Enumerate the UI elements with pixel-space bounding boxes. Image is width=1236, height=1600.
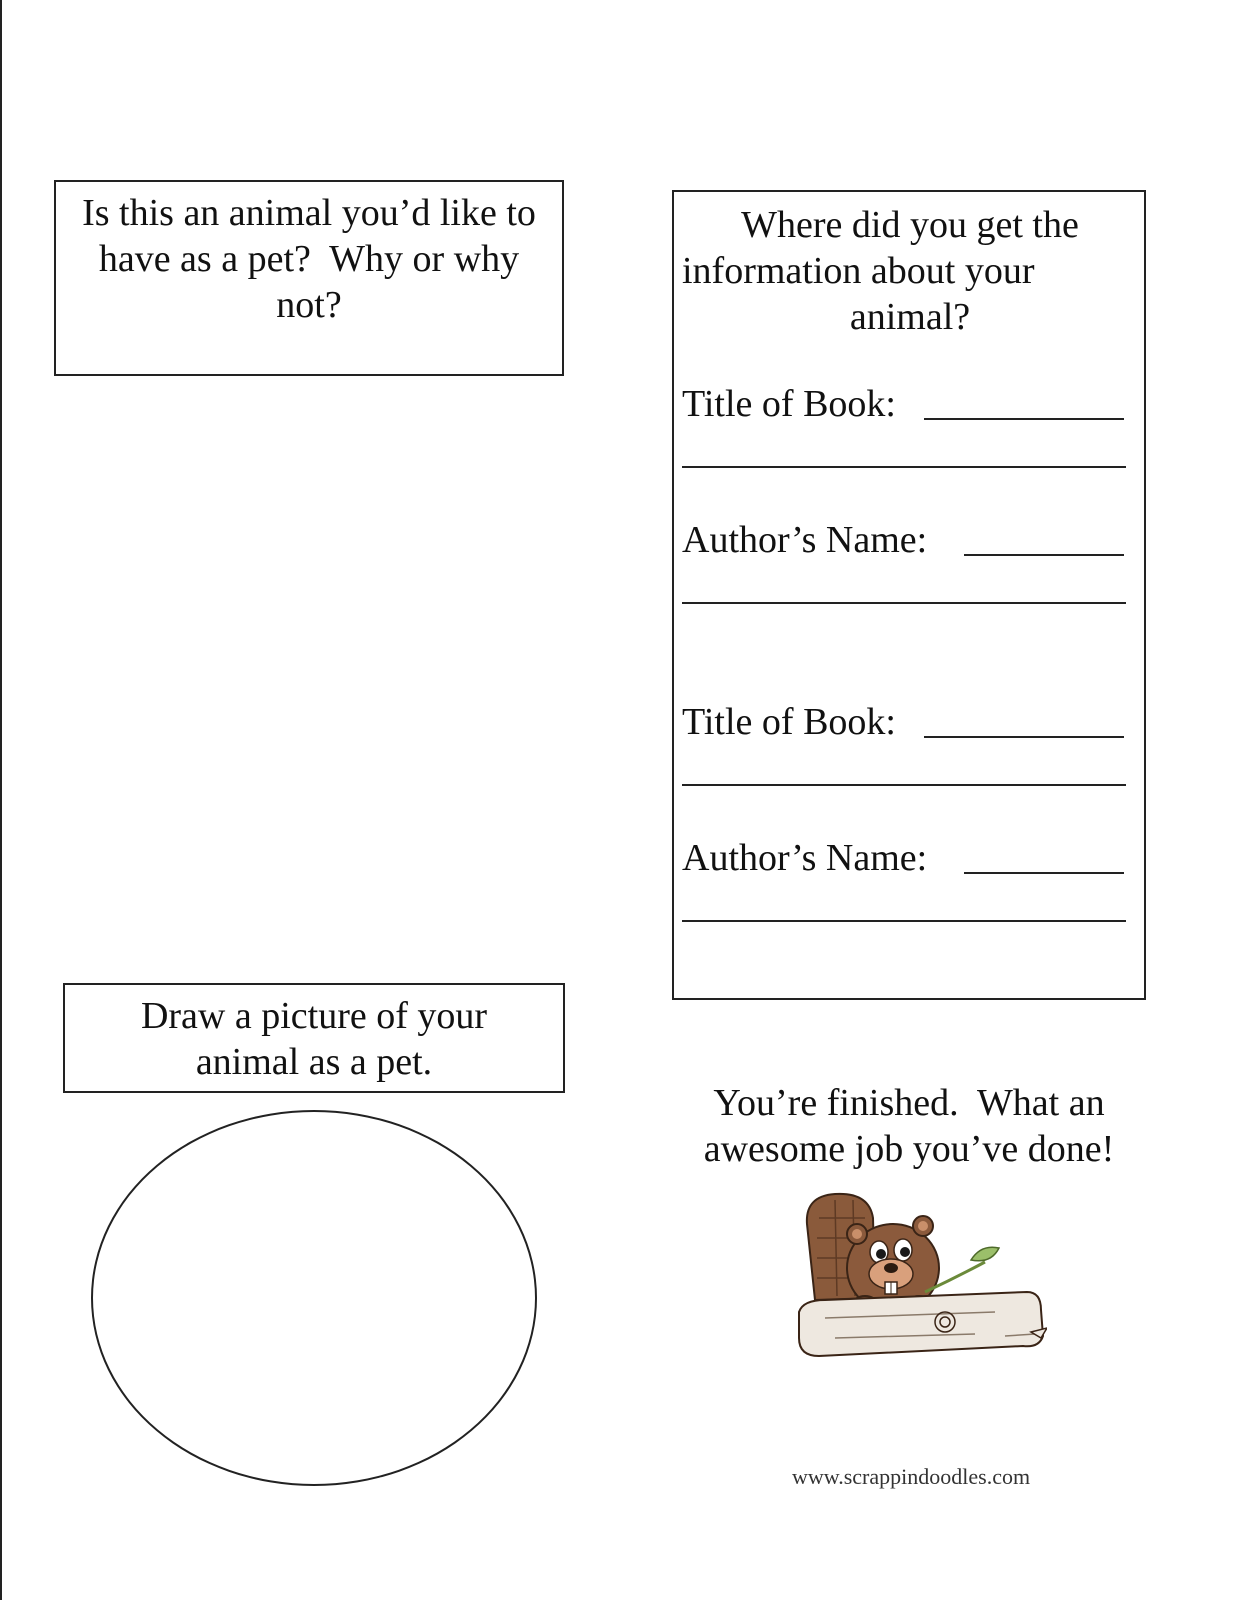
- title-of-book-blank-1[interactable]: [924, 418, 1124, 420]
- author-name-line-1[interactable]: [682, 602, 1126, 604]
- finish-line-2: awesome job you’ve done!: [703, 1128, 1115, 1170]
- title-of-book-label-2: Title of Book:: [682, 701, 896, 743]
- draw-prompt-line-1: Draw a picture of your: [140, 995, 488, 1037]
- pet-question-prompt: [56, 182, 562, 328]
- website-url: www.scrappindoodles.com: [792, 1464, 1031, 1489]
- pet-question-line-2: have as a pet? Why or why: [98, 238, 520, 280]
- pet-question-line-1: Is this an animal you’d like to: [82, 192, 536, 234]
- sources-heading: [674, 192, 1144, 340]
- draw-prompt-box: [63, 983, 565, 1093]
- author-name-line-2[interactable]: [682, 920, 1126, 922]
- draw-prompt: [65, 985, 563, 1085]
- draw-prompt-line-2: animal as a pet.: [195, 1041, 433, 1083]
- sources-heading-line-1: Where did you get the: [741, 204, 1079, 246]
- pet-question-box: [54, 180, 564, 376]
- title-of-book-blank-2[interactable]: [924, 736, 1124, 738]
- finish-message: [672, 1080, 1146, 1172]
- page-edge-line: [0, 0, 2, 1600]
- title-of-book-line-1[interactable]: [682, 466, 1126, 468]
- title-of-book-label-1: Title of Book:: [682, 383, 896, 425]
- author-name-label-1: Author’s Name:: [682, 519, 928, 561]
- sources-box: [672, 190, 1146, 1000]
- author-name-blank-2[interactable]: [964, 872, 1124, 874]
- finish-line-1: You’re finished. What an: [713, 1082, 1105, 1124]
- sources-heading-line-2: information about your: [682, 250, 1035, 292]
- drawing-circle[interactable]: [91, 1110, 537, 1486]
- title-of-book-line-2[interactable]: [682, 784, 1126, 786]
- sources-heading-line-3: animal?: [849, 296, 971, 338]
- beaver-on-log-icon: [795, 1188, 1047, 1378]
- author-name-label-2: Author’s Name:: [682, 837, 928, 879]
- author-name-blank-1[interactable]: [964, 554, 1124, 556]
- pet-question-line-3: not?: [276, 284, 342, 326]
